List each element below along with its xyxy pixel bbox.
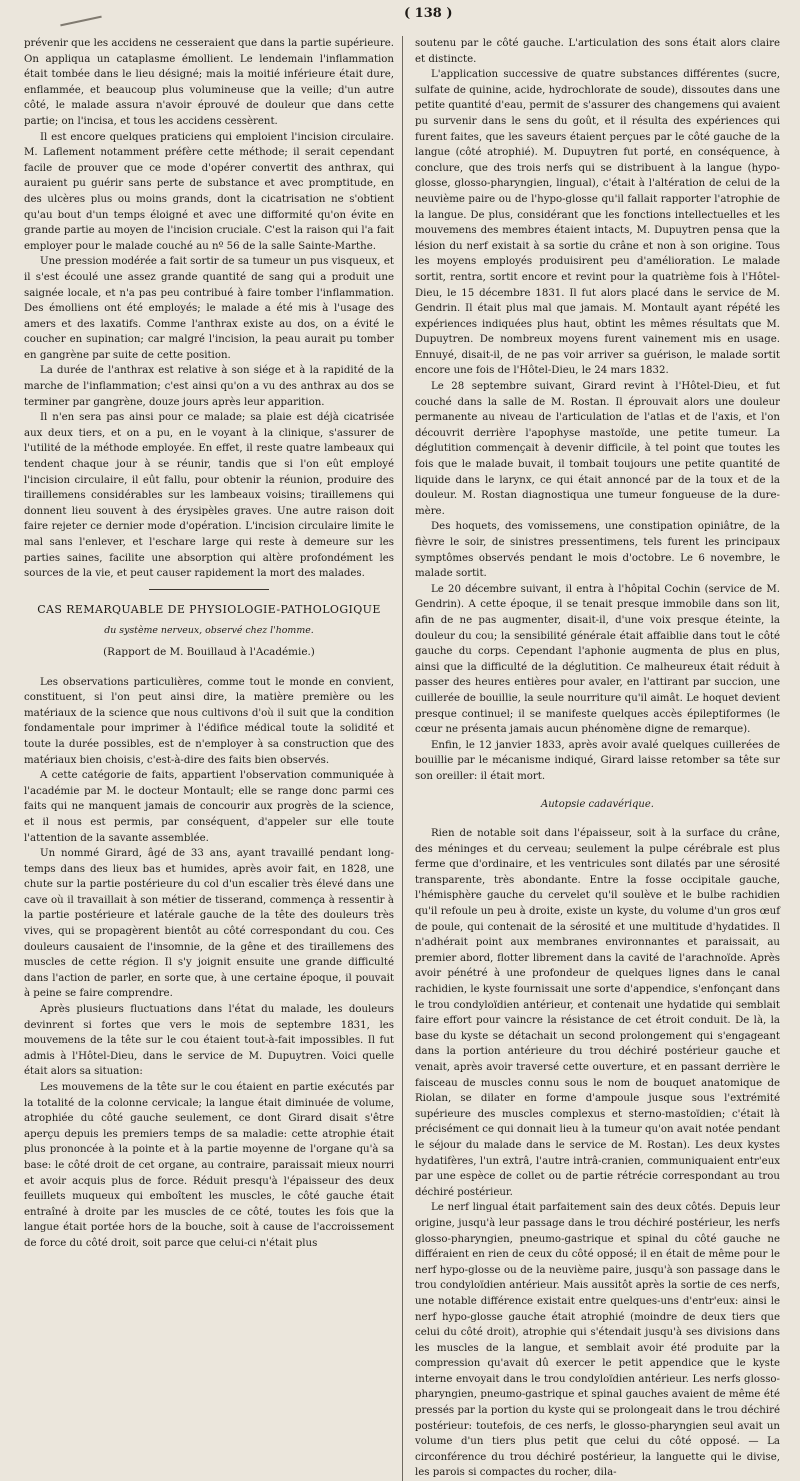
paragraph: soutenu par le côté gauche. L'articulation des sons était alors claire et distincte. bbox=[415, 38, 780, 65]
page-number: ( 138 ) bbox=[404, 6, 453, 21]
autopsy-heading: Autopsie cadavérique. bbox=[541, 798, 654, 810]
paragraph: L'application successive de quatre substances différentes (sucre, sulfate de quinine, acide, hydrochlorate de soude), dissoutes dans une petite quantité d'eau, permit de s'assurer des changemens qui avaient pu survenir dans le sens du goût, et il résulta des expériences qui furent faites, que les saveurs étaient perçues par le côté gauche de la langue (côté atrophié). M. Dupuytren fut porté, en conséquence, à conclure, que des trois nerfs qui se distribuent à la langue (hypo-glosse, glosso-pharyngien, lingual), c'était à l'altération de celui de la neuvième paire ou de l'hypo-glosse qu'il fallait rapporter l'atrophie de la langue. De plus, considérant que les fonctions intellectuelles et les mouvemens des membres étaient intacts, M. Dupuytren pensa que la lésion du nerf existait à sa sortie du crâne et non à son origine. Tous les moyens employés produisirent peu d'amélioration. Le malade sortit, rentra, sortit encore et revint pour la quatrième fois à l'Hôtel-Dieu, le 15 décembre 1831. Il fut alors placé dans le service de M. Gendrin. Il était plus mal que jamais. M. Montault ayant répété les expériences indiquées plus haut, obtint les mêmes résultats que M. Dupuytren. De nombreux moyens furent vainement mis en usage. Ennuyé, disait-il, de ne pas voir arriver sa guérison, le malade sortit encore une fois de l'Hôtel-Dieu, le 24 mars 1832. bbox=[415, 69, 780, 377]
paragraph: Les mouvemens de la tête sur le cou étaient en partie exécutés par la totalité de la colonne cervicale; la langue était diminuée de volume, atrophiée du côté gauche seulement, ce dont Girard disait s'être aperçu depuis les premiers temps de sa maladie: cette atrophie était plus prononcée à la pointe et à la partie moyenne de l'organe qu'à sa base: le côté droit de cet organe, au contraire, paraissait mieux nourri et avoir acquis plus de force. Réduit presqu'à l'épaisseur des deux feuillets muqueux qui emboîtent les muscles, le côté gauche était entraîné à droite par les muscles de ce côté, toutes les fois que la langue était portée hors de la bouche, soit à cause de l'accroissement de force du côté droit, soit parce que celui-ci n'était plus bbox=[24, 1082, 394, 1249]
section-subtitle: du système nerveux, observé chez l'homme. bbox=[104, 625, 314, 637]
paragraph: Un nommé Girard, âgé de 33 ans, ayant travaillé pendant long-temps dans des lieux bas et humides, après avoir fait, en 1828, une chute sur la partie postérieure du col d'un escalier très élevé dans une cave où il travaillait à son métier de tisserand, commença à ressentir à la partie postérieure et latérale gauche de la tête des douleurs très vives, qui se propagèrent bientôt au côté correspondant du cou. Ces douleurs causaient de l'insomnie, de la gêne et des tiraillemens des muscles de cette région. Il s'y joignit ensuite une grande difficulté dans l'action de parler, en sorte que, à une certaine époque, il pouvait à peine se faire comprendre. bbox=[24, 848, 394, 1000]
paragraph: Rien de notable soit dans l'épaisseur, soit à la surface du crâne, des méninges et du cerveau; seulement la pulpe cérébrale est plus ferme que d'ordinaire, et les ventricules sont dilatés par une sérosité transparente, très abondante. Entre la fosse occipitale gauche, l'hémisphère gauche du cervelet qu'il soulève et le bulbe rachidien qu'il refoule un peu à droite, existe un kyste, du volume d'un gros œuf de poule, qui contenait de la sérosité et une multitude d'hydatides. Il n'adhérait point aux membranes environnantes et paraissait, au premier abord, flotter librement dans la cavité de l'arachnoïde. Après avoir pénétré à une profondeur de quelques lignes dans le canal rachidien, le kyste fournissait une sorte d'appendice, s'enfonçant dans le trou condyloïdien antérieur, et contenait une hydatide qui semblait faire effort pour vaincre la résistance de cet étroit conduit. De là, la base du kyste se détachait un second prolongement qui s'engageant dans la portion antérieure du trou déchiré postérieur gauche et venait, après avoir traversé cette ouverture, et en passant derrière le faisceau de muscles connu sous le nom de bouquet anatomique de Riolan, se dilater en forme d'ampoule jusque sous l'extrémité supérieure des muscles complexus et sterno-mastoïdien; c'était là précisément ce qui donnait lieu à la tumeur qu'on avait notée pendant le séjour du malade dans le service de M. Rostan). Les deux kystes hydatifères, l'un extrâ, l'autre intrâ-cranien, communiquaient entr'eux par une espèce de collet ou de partie rétrécie correspondant au trou déchiré postérieur. bbox=[415, 828, 780, 1198]
paragraph: Une pression modérée a fait sortir de sa tumeur un pus visqueux, et il s'est écoulé une assez grande quantité de sang qui a produit une saignée locale, et n'a pas peu contribué à faire tomber l'inflammation. Des émolliens ont été employés; le malade a été mis à l'usage des amers et des laxatifs. Comme l'anthrax existe au dos, on a évité le coucher en supination; car malgré l'incision, la peau aurait pu tomber en gangrène par suite de cette position. bbox=[24, 256, 394, 361]
paragraph: Il est encore quelques praticiens qui emploient l'incision circulaire. M. Laflement notamment préfère cette méthode; il serait cependant facile de prouver que ce mode d'opérer convertit des anthrax, qui auraient pu guérir sans perte de substance et avec promptitude, en des ulcères plus ou moins grands, dont la cicatrisation ne s'obtient qu'au bout d'un temps éloigné et avec une difformité qu'on évite en grande partie au moyen de l'incision cruciale. C'est la raison qui l'a fait employer pour le malade couché au nº 56 de la salle Sainte-Marthe. bbox=[24, 131, 394, 252]
left-column bbox=[24, 36, 402, 1481]
paragraph: Des hoquets, des vomissemens, une constipation opiniâtre, de la fièvre le soir, de sinistres pressentimens, tels furent les principaux symptômes observés pendant le mois d'octobre. Le 6 novembre, le malade sortit. bbox=[415, 521, 780, 580]
paragraph: prévenir que les accidens ne cesseraient que dans la partie supérieure. On appliqua un cataplasme émollient. Le lendemain l'inflammation était tombée dans le lieu désigné; mais la moitié inférieure était dure, enflammée, et beaucoup plus volumineuse que la veille; d'un autre côté, le malade assura n'avoir éprouvé de douleur que dans cette partie; on l'incisa, et tous les accidens cessèrent. bbox=[24, 38, 394, 127]
paragraph: Le 20 décembre suivant, il entra à l'hôpital Cochin (service de M. Gendrin). A cette époque, il se tenait presque immobile dans son lit, afin de ne pas augmenter, disait-il, d'une voix presque éteinte, la douleur du cou; la sensibilité générale était affaiblie dans tout le côté gauche du corps. Cependant l'aphonie augmenta de plus en plus, ainsi que la difficulté de la déglutition. Ce malheureux était réduit à passer des heures entières pour avaler, en l'attirant par succion, une cuillerée de bouillie, la seule nourriture qu'il aimât. Le hoquet devient presque continuel; il se manifeste quelques accès épileptiformes (le cœur ne présenta jamais aucun phénomène digne de remarque). bbox=[415, 583, 780, 736]
paragraph: A cette catégorie de faits, appartient l'observation communiquée à l'académie par M. le docteur Montault; elle se range donc parmi ces faits qui ne manquent jamais de concourir aux progrès de la science, et il nous est permis, par conséquent, d'appeler sur elle toute l'attention de la savante assemblée. bbox=[24, 770, 394, 844]
paragraph: Les observations particulières, comme tout le monde en convient, constituent, si l'on peut ainsi dire, la matière première ou les matériaux de la science que nous cultivons d'où il suit que la condition fondamentale pour imprimer à l'édifice médical toute la solidité et toute la durée possibles, est de n'employer à sa construction que des matériaux bien choisis, c'est-à-dire des faits bien observés. bbox=[24, 676, 394, 766]
ink-mark bbox=[60, 16, 101, 27]
section-divider bbox=[149, 589, 269, 590]
report-attribution: (Rapport de M. Bouillaud à l'Académie.) bbox=[103, 645, 315, 658]
text-columns bbox=[24, 36, 782, 1481]
paragraph: Le 28 septembre suivant, Girard revint à l'Hôtel-Dieu, et fut couché dans la salle de M. Rostan. Il éprouvait alors une douleur permanente au niveau de l'articulation de l'atlas et de l'axis, et l'on découvrit derrière l'apophyse mastoïde, une petite tumeur. La déglutition commençait à devenir difficile, à tel point que toutes les fois que le malade buvait, il tombait toujours une petite quantité de liquide dans le larynx, ce qui était annoncé par de la toux et de la douleur. M. Rostan diagnostiqua une tumeur fongueuse de la dure-mère. bbox=[415, 381, 780, 517]
paragraph: Enfin, le 12 janvier 1833, après avoir avalé quelques cuillerées de bouillie par le mécanisme indiqué, Girard laisse retomber sa tête sur son oreiller: il était mort. bbox=[415, 739, 780, 782]
paragraph: Le nerf lingual était parfaitement sain des deux côtés. Depuis leur origine, jusqu'à leur passage dans le trou déchiré postérieur, les nerfs glosso-pharyngien, pneumo-gastrique et spinal du côté gauche ne différaient en rien de ceux du côté opposé; il en était de même pour le nerf hypo-glosse ou de la neuvième paire, jusqu'à son passage dans le trou condyloïdien antérieur. Mais aussitôt après la sortie de ces nerfs, une notable différence existait entre quelques-uns d'entr'eux: ainsi le nerf hypo-glosse gauche était atrophié (moindre de deux tiers que celui du côté droit), atrophie qui s'étendait jusqu'à ses divisions dans les muscles de la langue, et semblait avoir été produite par la compression qu'avait dû exercer le petit appendice que le kyste interne envoyait dans le trou condyloïdien antérieur. Les nerfs glosso-pharyngien, pneumo-gastrique et spinal gauches avaient de même été pressés par la portion du kyste qui se prolongeait dans le trou déchiré postérieur: toutefois, de ces nerfs, le glosso-pharyngien seul avait un volume d'un tiers plus petit que celui du côté opposé. — La circonférence du trou déchiré postérieur, la languette qui le divise, les parois si compactes du rocher, dila- bbox=[415, 1202, 780, 1479]
right-column bbox=[402, 36, 780, 1481]
page-header bbox=[24, 6, 782, 36]
paragraph: La durée de l'anthrax est relative à son siége et à la rapidité de la marche de l'inflammation; c'est ainsi qu'on a vu des anthrax au dos se terminer par gangrène, douze jours après leur apparition. bbox=[24, 365, 394, 408]
section-title: CAS REMARQUABLE DE PHYSIOLOGIE-PATHOLOGIQUE bbox=[37, 602, 381, 616]
paragraph: Après plusieurs fluctuations dans l'état du malade, les douleurs devinrent si fortes que vers le mois de septembre 1831, les mouvemens de la tête sur le cou étaient tout-à-fait impossibles. Il fut admis à l'Hôtel-Dieu, dans le service de M. Dupuytren. Voici quelle était alors sa situation: bbox=[24, 1004, 394, 1078]
paragraph: Il n'en sera pas ainsi pour ce malade; sa plaie est déjà cicatrisée aux deux tiers, et on a pu, en le voyant à la clinique, s'assurer de l'utilité de la méthode employée. En effet, il reste quatre lambeaux qui tendent chaque jour à se réunir, tandis que si l'on eût employé l'incision circulaire, il eût fallu, pour obtenir la réunion, produire des tiraillemens considérables sur les lambeaux voisins; tiraillemens qui donnent lieu souvent à des érysipèles graves. Une autre raison doit faire rejeter ce dernier mode d'opération. L'incision circulaire limite le mal sans l'enlever, et l'eschare large qui reste à demeure sur les parties saines, facilite une absorption qui altère profondément les sources de la vie, et peut causer rapidement la mort des malades. bbox=[24, 412, 394, 580]
